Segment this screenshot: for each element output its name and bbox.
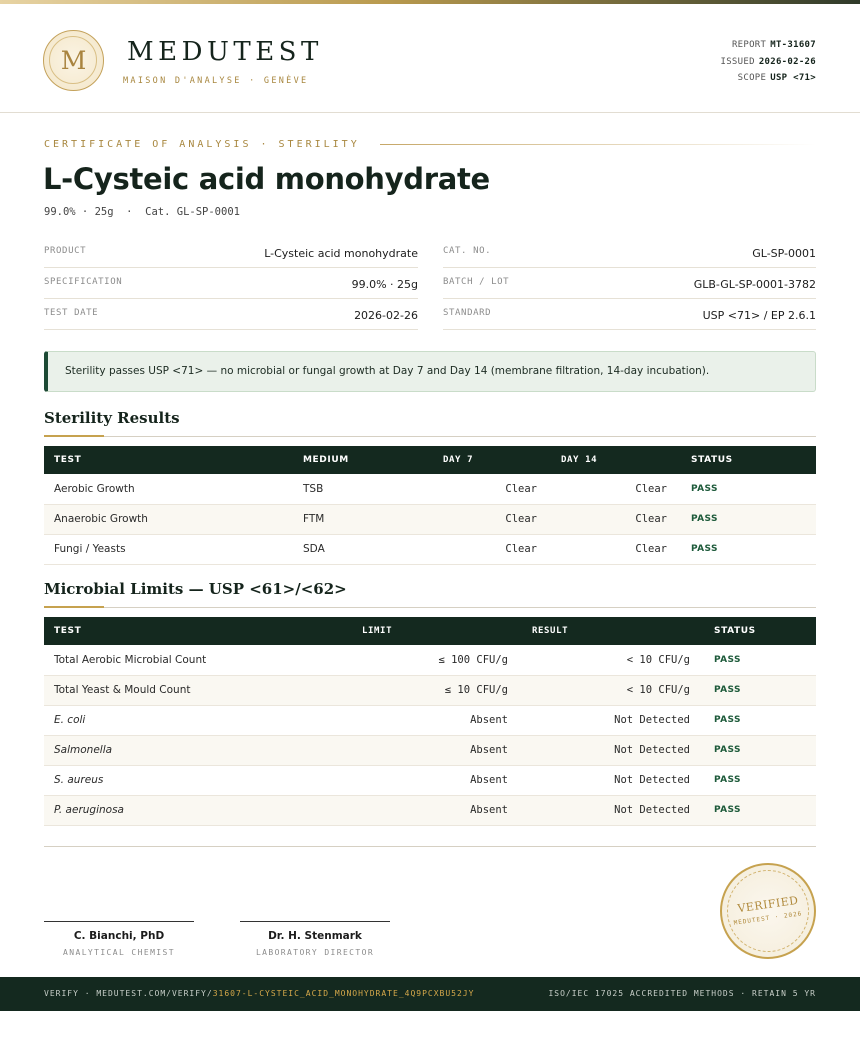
day14-result: Clear bbox=[635, 482, 667, 495]
section-accent bbox=[44, 606, 104, 608]
issued-row bbox=[721, 54, 817, 71]
info-row-test-date bbox=[44, 299, 418, 330]
limit: Absent bbox=[470, 714, 508, 726]
info-label: BATCH / LOT bbox=[443, 277, 510, 287]
info-row-standard bbox=[443, 299, 816, 330]
microbial-limits-table bbox=[44, 617, 816, 826]
banner-text: Sterility passes USP <71> — no microbial or fungal growth at Day 7 and Day 14 (membrane filtration, 14-day incubation). bbox=[65, 365, 710, 377]
verify-line bbox=[44, 989, 474, 998]
limit: Absent bbox=[470, 744, 508, 756]
medium: SDA bbox=[303, 543, 325, 555]
info-value: 99.0% · 25g bbox=[351, 278, 418, 291]
table-row bbox=[44, 675, 816, 705]
day14-result: Clear bbox=[635, 513, 667, 525]
brand-name: MEDUTEST bbox=[127, 37, 323, 67]
info-label: CAT. NO. bbox=[443, 246, 492, 256]
logo-seal-icon bbox=[43, 30, 104, 91]
kicker-divider bbox=[380, 144, 816, 145]
status-badge: PASS bbox=[714, 745, 741, 755]
info-label: PRODUCT bbox=[44, 246, 87, 256]
signature-block-director bbox=[240, 921, 390, 957]
issued-date: 2026-02-26 bbox=[758, 56, 816, 67]
signer-name: Dr. H. Stenmark bbox=[268, 930, 362, 942]
section-accent bbox=[44, 435, 104, 437]
day14-result: Clear bbox=[635, 543, 667, 555]
report-footer bbox=[0, 977, 860, 1011]
result: Not Detected bbox=[614, 714, 690, 726]
info-value: 2026-02-26 bbox=[354, 309, 418, 322]
info-label: SPECIFICATION bbox=[44, 277, 123, 287]
column-header: STATUS bbox=[691, 455, 733, 465]
day7-result: Clear bbox=[505, 513, 537, 525]
info-value: USP <71> / EP 2.6.1 bbox=[702, 309, 816, 322]
column-header: DAY 14 bbox=[561, 455, 598, 465]
column-header: DAY 7 bbox=[443, 455, 474, 465]
info-label: TEST DATE bbox=[44, 308, 99, 318]
product-title: L-Cysteic acid monohydrate bbox=[43, 162, 490, 196]
info-label: STANDARD bbox=[443, 308, 492, 318]
column-header: LIMIT bbox=[362, 626, 393, 636]
column-header: TEST bbox=[54, 455, 82, 465]
signer-name: C. Bianchi, PhD bbox=[73, 930, 165, 942]
day7-result: Clear bbox=[505, 543, 537, 555]
day7-result: Clear bbox=[505, 482, 537, 495]
table-row bbox=[44, 504, 816, 534]
result: Not Detected bbox=[614, 774, 690, 786]
limit: Absent bbox=[470, 804, 508, 816]
table-row bbox=[44, 534, 816, 564]
report-label: REPORT bbox=[731, 40, 767, 50]
test-name: S. aureus bbox=[54, 774, 104, 786]
info-column-left bbox=[44, 237, 418, 330]
accreditation-note: ISO/IEC 17025 ACCREDITED METHODS · RETAIN 5 YR bbox=[548, 989, 816, 998]
issued-label: ISSUED bbox=[720, 56, 755, 67]
column-header: MEDIUM bbox=[303, 455, 349, 465]
test-name: Salmonella bbox=[54, 744, 113, 756]
test-name: P. aeruginosa bbox=[54, 804, 124, 816]
result: Not Detected bbox=[614, 804, 690, 816]
info-value: GLB-GL-SP-0001-3782 bbox=[693, 278, 816, 291]
table-header-row bbox=[44, 617, 816, 645]
logo-letter: M bbox=[60, 46, 87, 75]
verified-stamp-icon bbox=[720, 863, 816, 959]
stamp-text: VERIFIED bbox=[736, 893, 800, 916]
sterility-summary-banner bbox=[44, 351, 816, 392]
column-header: RESULT bbox=[532, 626, 569, 636]
section-rule bbox=[44, 607, 816, 608]
status-badge: PASS bbox=[714, 775, 741, 785]
brand-tagline: MAISON D'ANALYSE · GENÈVE bbox=[123, 76, 309, 86]
result: Not Detected bbox=[614, 744, 690, 756]
column-header: STATUS bbox=[714, 626, 756, 636]
info-row-batch bbox=[443, 268, 816, 299]
scope-label: SCOPE bbox=[737, 73, 767, 83]
table-row bbox=[44, 645, 816, 675]
test-name: Total Aerobic Microbial Count bbox=[54, 653, 207, 666]
verify-link[interactable]: 31607-L-CYSTEIC_ACID_MONOHYDRATE_4Q9PCXBU52JY bbox=[212, 989, 475, 998]
report-number-row bbox=[721, 37, 817, 54]
table-row bbox=[44, 795, 816, 825]
microbial-section-title: Microbial Limits — USP <61>/<62> bbox=[44, 580, 347, 598]
status-badge: PASS bbox=[691, 514, 718, 524]
status-badge: PASS bbox=[714, 715, 741, 725]
info-value: GL-SP-0001 bbox=[752, 247, 816, 260]
status-badge: PASS bbox=[714, 805, 741, 815]
info-column-right bbox=[443, 237, 816, 330]
signature-divider bbox=[44, 846, 816, 847]
info-row-specification bbox=[44, 268, 418, 299]
report-header bbox=[0, 4, 860, 113]
signature-block-chemist bbox=[44, 921, 194, 957]
table-row bbox=[44, 765, 816, 795]
limit: Absent bbox=[470, 774, 508, 786]
scope-row bbox=[721, 70, 817, 87]
status-badge: PASS bbox=[714, 654, 741, 665]
column-header: TEST bbox=[54, 626, 82, 636]
medium: TSB bbox=[303, 482, 324, 495]
certificate-kicker: CERTIFICATE OF ANALYSIS · STERILITY bbox=[44, 139, 360, 150]
limit: ≤ 100 CFU/g bbox=[438, 653, 508, 666]
report-meta bbox=[721, 37, 817, 87]
info-row-cat-no bbox=[443, 237, 816, 268]
table-row bbox=[44, 735, 816, 765]
table-row bbox=[44, 474, 816, 504]
limit: ≤ 10 CFU/g bbox=[444, 684, 508, 696]
signer-role: ANALYTICAL CHEMIST bbox=[63, 948, 175, 957]
result: < 10 CFU/g bbox=[626, 653, 690, 666]
info-row-product bbox=[44, 237, 418, 268]
status-badge: PASS bbox=[691, 544, 718, 554]
test-name: Aerobic Growth bbox=[54, 482, 135, 495]
report-number: MT-31607 bbox=[770, 40, 816, 50]
status-badge: PASS bbox=[691, 483, 718, 494]
table-row bbox=[44, 705, 816, 735]
status-badge: PASS bbox=[714, 685, 741, 695]
test-name: Fungi / Yeasts bbox=[54, 543, 126, 555]
sterility-section-title: Sterility Results bbox=[44, 409, 180, 427]
signer-role: LABORATORY DIRECTOR bbox=[255, 948, 375, 957]
scope-value: USP <71> bbox=[770, 73, 816, 83]
table-header-row bbox=[44, 446, 816, 474]
test-name: E. coli bbox=[54, 714, 86, 726]
medium: FTM bbox=[303, 513, 325, 525]
verify-prefix: VERIFY · MEDUTEST.COM/VERIFY/ bbox=[44, 989, 213, 998]
test-name: Total Yeast & Mould Count bbox=[54, 684, 191, 696]
section-rule bbox=[44, 436, 816, 437]
info-value: L-Cysteic acid monohydrate bbox=[264, 247, 418, 260]
product-subtitle: 99.0% · 25g · Cat. GL-SP-0001 bbox=[44, 206, 240, 218]
result: < 10 CFU/g bbox=[626, 684, 690, 696]
test-name: Anaerobic Growth bbox=[54, 513, 148, 525]
stamp-subtext: MEDUTEST · 2026 bbox=[733, 910, 803, 927]
sterility-table bbox=[44, 446, 816, 565]
